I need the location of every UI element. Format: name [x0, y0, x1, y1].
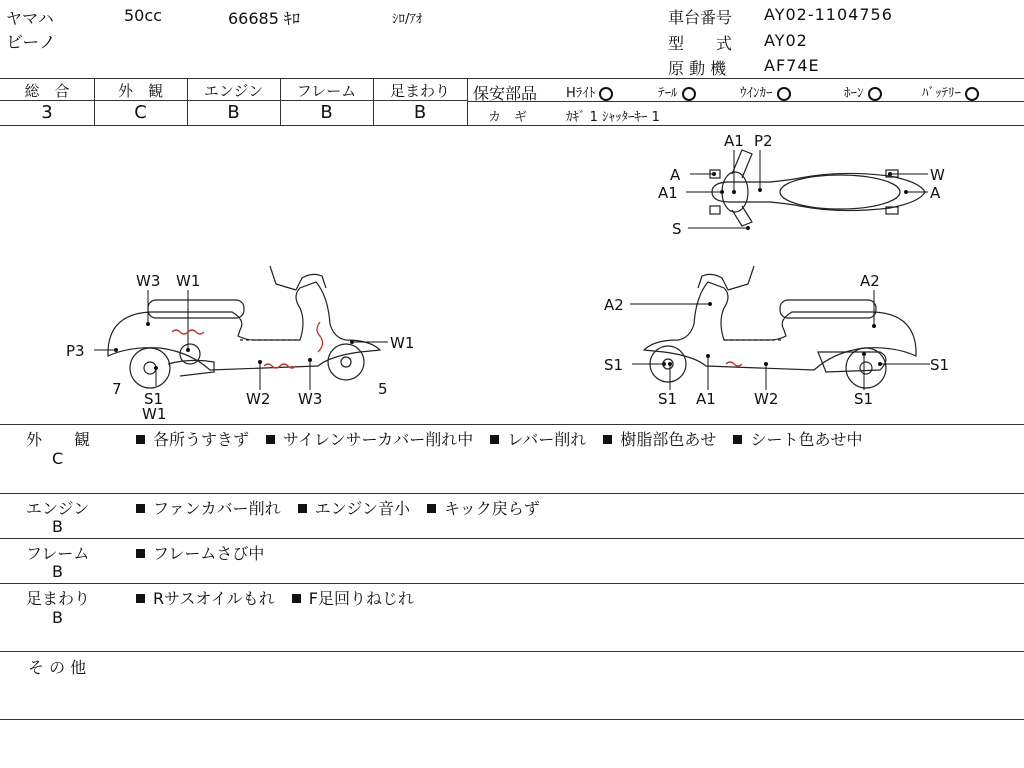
top-view-scooter [710, 150, 925, 226]
damage-diagram [0, 126, 1024, 424]
suspension-remark-label: 足まわり [26, 589, 91, 608]
frame-grade: B [320, 102, 333, 123]
overall-grade: 3 [41, 102, 53, 123]
divider [0, 78, 1024, 79]
ok-circle-icon [599, 87, 613, 101]
safety-parts-label: 保安部品 [473, 84, 538, 103]
label-a-left: A [670, 166, 681, 184]
bullet-square-icon [603, 435, 612, 444]
horn-check [844, 82, 882, 101]
battery-label: ﾊﾞｯﾃﾘｰ [922, 86, 961, 101]
ok-circle-icon [682, 87, 696, 101]
displacement: 50cc [124, 6, 162, 25]
exterior-remark-grade: C [52, 449, 64, 468]
exterior-remark-label: 外 観 [26, 430, 91, 449]
label-w3-bottom: W3 [298, 390, 323, 408]
engine-remark-grade: B [52, 517, 63, 536]
bullet-square-icon [136, 594, 145, 603]
remark-item: エンジン音小 [314, 499, 410, 518]
key-value: ｶｷﾞ 1 ｼｬｯﾀｰｷｰ 1 [566, 110, 660, 125]
engine-grade-label: エンジン [203, 82, 264, 100]
engine-grade: B [227, 102, 240, 123]
type-value: AY02 [764, 31, 808, 50]
bullet-square-icon [427, 504, 436, 513]
remark-item: シート色あせ中 [750, 430, 863, 449]
engine-remark-items [136, 496, 552, 519]
frame-remark-grade: B [52, 562, 63, 581]
remark-item: サイレンサーカバー削れ中 [283, 430, 474, 449]
exterior-remark-items [136, 427, 874, 450]
label-w1-bottom: W1 [142, 405, 167, 423]
label-s1-bottom-right: S1 [854, 390, 874, 408]
headlight-label: Hﾗｲﾄ [566, 86, 596, 101]
bullet-square-icon [136, 549, 145, 558]
frame-number: AY02-1104756 [764, 5, 893, 24]
remark-item: キック戻らず [444, 499, 540, 518]
label-w1-right: W1 [390, 334, 415, 352]
label-s: S [672, 220, 682, 238]
label-w: W [930, 166, 945, 184]
label-a-right: A [930, 184, 941, 202]
remark-item: Rサスオイルもれ [153, 589, 275, 608]
engine-label: 原 動 機 [668, 59, 727, 78]
bullet-square-icon [292, 594, 301, 603]
bullet-square-icon [136, 504, 145, 513]
label-a1-bottom: A1 [696, 390, 716, 408]
headlight-check [566, 82, 613, 101]
label-w2: W2 [246, 390, 271, 408]
remark-item: F足回りねじれ [308, 589, 414, 608]
horn-label: ﾎｰﾝ [844, 86, 864, 101]
divider [0, 583, 1024, 584]
ok-circle-icon [965, 87, 979, 101]
divider [467, 101, 1024, 102]
remark-item: フレームさび中 [153, 544, 265, 563]
remark-item: 樹脂部色あせ [620, 430, 717, 449]
label-w1-top: W1 [176, 272, 201, 290]
ok-circle-icon [868, 87, 882, 101]
label-a1-left: A1 [658, 184, 678, 202]
divider [0, 538, 1024, 539]
damage-markers [114, 172, 908, 370]
battery-check [922, 82, 979, 101]
label-s1-right: S1 [930, 356, 950, 374]
remark-item: 各所うすきず [153, 430, 250, 449]
label-w2-right: W2 [754, 390, 779, 408]
maker: ヤマハ [6, 9, 54, 28]
divider [0, 493, 1024, 494]
exterior-grade-label: 外 観 [117, 82, 163, 100]
key-label: カ ギ [488, 110, 528, 125]
suspension-remark-items [136, 586, 426, 609]
type-label: 型 式 [668, 34, 733, 53]
mileage: 66685 ｷﾛ [228, 9, 300, 28]
bullet-square-icon [136, 435, 145, 444]
divider [0, 651, 1024, 652]
frame-number-label: 車台番号 [668, 8, 733, 27]
tail-check [658, 82, 696, 101]
winker-label: ｳｲﾝｶｰ [740, 86, 773, 101]
label-s1: S1 [144, 390, 164, 408]
divider [467, 78, 468, 125]
ok-circle-icon [777, 87, 791, 101]
tail-label: ﾃｰﾙ [658, 86, 678, 101]
remark-item: レバー削れ [507, 430, 587, 449]
label-a1-top: A1 [724, 132, 744, 150]
overall-grade-label: 総 合 [24, 82, 70, 100]
winker-check [740, 82, 791, 101]
remark-item: ファンカバー削れ [153, 499, 281, 518]
other-remark-label: そ の 他 [28, 658, 87, 677]
suspension-grade-label: 足まわり [389, 82, 450, 100]
engine-remark-label: エンジン [26, 499, 90, 518]
engine-model: AF74E [764, 56, 820, 75]
label-s1-left: S1 [604, 356, 624, 374]
label-s1-bottom-left: S1 [658, 390, 678, 408]
divider [0, 424, 1024, 425]
model-name: ビーノ [6, 33, 56, 53]
label-p3: P3 [66, 342, 85, 360]
label-7: 7 [112, 380, 122, 398]
exterior-grade: C [134, 102, 147, 123]
color: ｼﾛ/ｱｵ [392, 12, 423, 27]
bullet-square-icon [266, 435, 275, 444]
divider [0, 719, 1024, 720]
bullet-square-icon [298, 504, 307, 513]
label-a2-left: A2 [604, 296, 624, 314]
label-p2: P2 [754, 132, 773, 150]
suspension-remark-grade: B [52, 608, 63, 627]
label-a2-right: A2 [860, 272, 880, 290]
label-5: 5 [378, 380, 388, 398]
frame-remark-label: フレーム [26, 544, 90, 563]
suspension-grade: B [413, 102, 427, 123]
frame-remark-items [136, 541, 276, 564]
frame-grade-label: フレーム [296, 82, 357, 100]
bullet-square-icon [490, 435, 499, 444]
bullet-square-icon [733, 435, 742, 444]
label-w3: W3 [136, 272, 161, 290]
